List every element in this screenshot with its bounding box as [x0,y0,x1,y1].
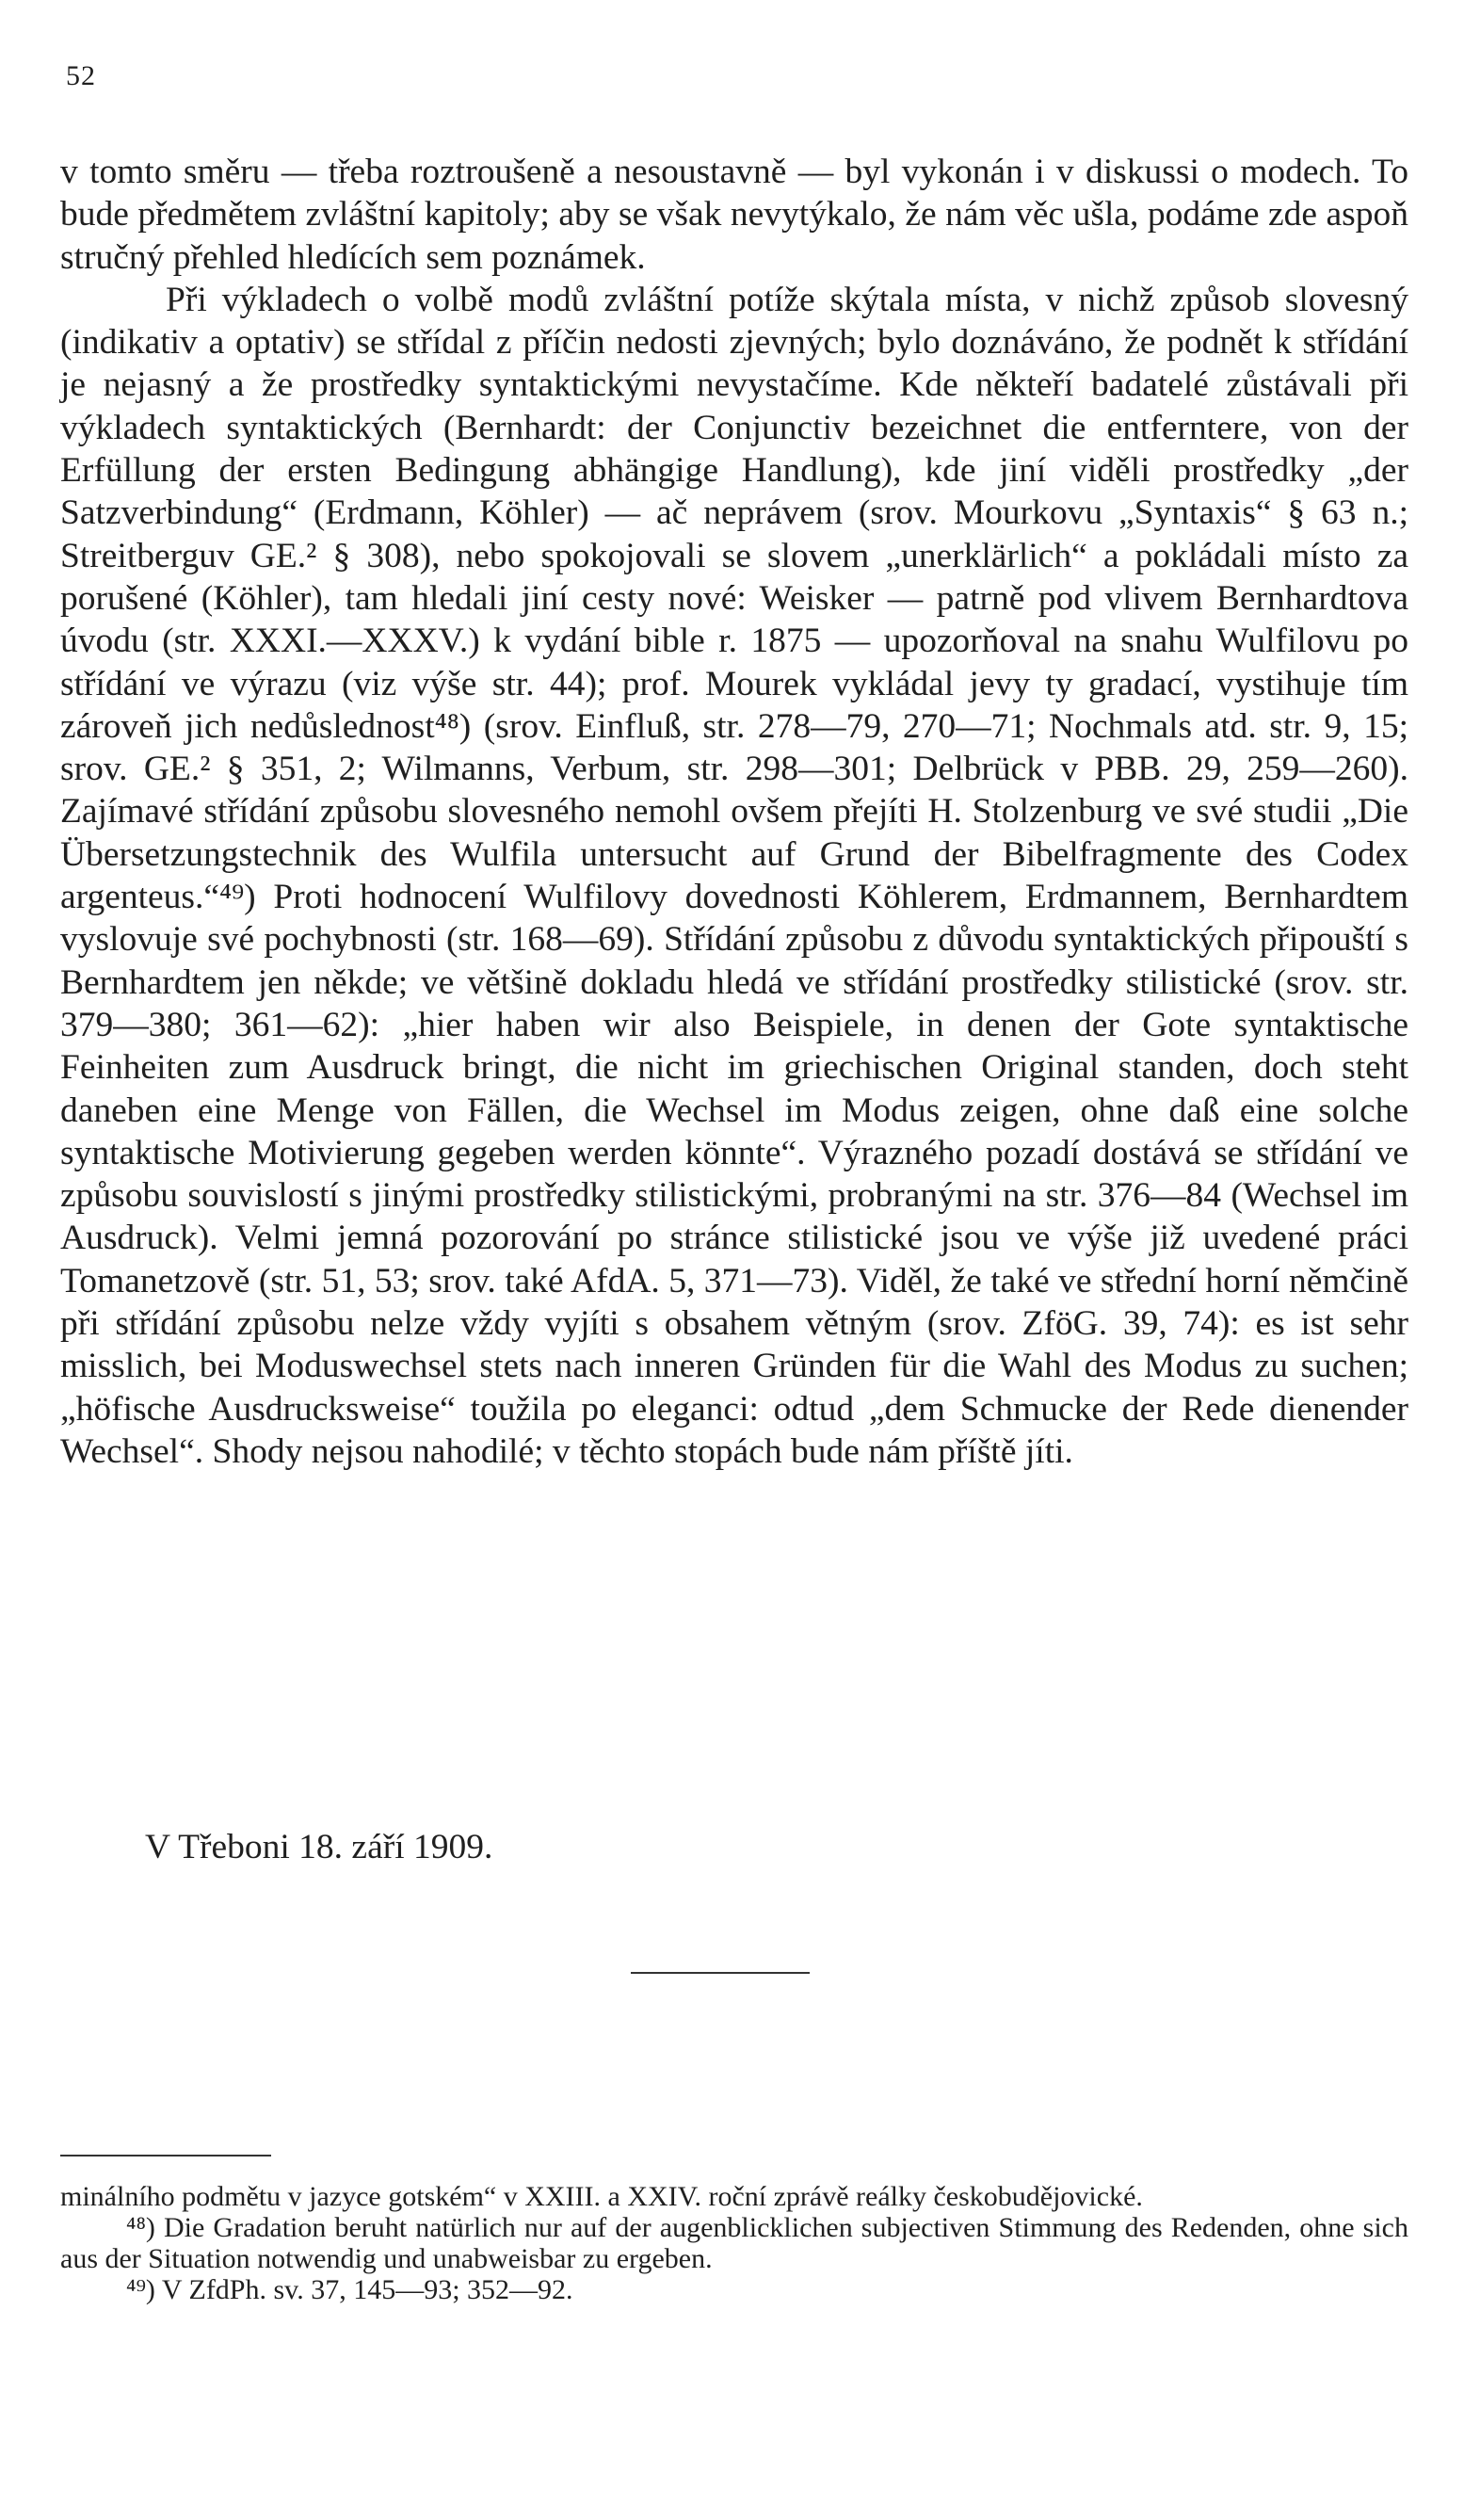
footnote-49: ⁴⁹) V ZfdPh. sv. 37, 145—93; 352—92. [126,2274,573,2305]
footnotes [60,2181,1408,2305]
footnote-divider [60,2155,271,2157]
footnote-continuation: minálního podmětu v jazyce gotském“ v XXIII. a XXIV. roční zprávě reálky českobudějovické. [60,2181,1143,2212]
paragraph: Při výkladech o volbě modů zvláštní potíže skýtala místa, v nichž způsob slovesný (indikativ a optativ) se střídal z příčin nedosti zjevných; bylo doznáváno, že podnět k střídání je nejasný a že prostředky syntaktickými nevystačíme. Kde někteří badatelé zůstávali při výkladech syntaktických (Bernhardt: der Conjunctiv bezeichnet die entferntere, von der Erfüllung der ersten Bedingung abhängige Handlung), kde jiní viděli prostředky „der Satzverbindung“ (Erdmann, Köhler) — ač neprávem (srov. Mourkovu „Syntaxis“ § 63 n.; Streitberguv GE.² § 308), nebo spokojovali se slovem „unerklärlich“ a pokládali místo za porušené (Köhler), tam hledali jiní cesty nové: Weisker — patrně pod vlivem Bernhardtova úvodu (str. XXXI.—XXXV.) k vydání bible r. 1875 — upozorňoval na snahu Wulfilovu po střídání ve výrazu (viz výše str. 44); prof. Mourek vykládal jevy ty gradací, vystihuje tím zároveň jich nedůslednost⁴⁸) (srov. Einfluß, str. 278—79, 270—71; Nochmals atd. str. 9, 15; srov. GE.² § 351, 2; Wilmanns, Verbum, str. 298—301; Delbrück v PBB. 29, 259—260). Zajímavé střídání způsobu slovesného nemohl ovšem přejíti H. Stolzenburg ve své studii „Die Übersetzungstechnik des Wulfila untersucht auf Grund der Bibelfragmente des Codex argenteus.“⁴⁹) Proti hodnocení Wulfilovy dovednosti Köhlerem, Erdmannem, Bernhardtem vyslovuje své pochybnosti (str. 168—69). Střídání způsobu z důvodu syntaktických připouští s Bernhardtem jen někde; ve většině dokladu hledá ve střídání prostředky stilistické (srov. str. 379—380; 361—62): „hier haben wir also Beispiele, in denen der Gote syntaktische Feinheiten zum Ausdruck bringt, die nicht im griechischen Original standen, doch steht daneben eine Menge von Fällen, die Wechsel im Modus zeigen, ohne daß eine solche syntaktische Motivierung gegeben werden könnte“. Výrazného pozadí dostává se střídání ve způsobu souvislostí s jinými prostředky stilistickými, probranými na str. 376—84 (Wechsel im Ausdruck). Velmi jemná pozorování po stránce stilistické jsou ve výše již uvedené práci Tomanetzově (str. 51, 53; srov. také AfdA. 5, 371—73). Viděl, že také ve střední horní němčině při střídání způsobu nelze vždy vyjíti s obsahem větným (srov. ZföG. 39, 74): es ist sehr misslich, bei Moduswechsel stets nach inneren Gründen für die Wahl des Modus zu suchen; „höfische Ausdrucksweise“ toužila po eleganci: odtud „dem Schmucke der Rede dienender Wechsel“. Shody nejsou nahodilé; v těchto stopách bude nám příště jíti. [60,280,1408,1471]
paragraph: v tomto směru — třeba roztroušeně a nesoustavně — byl vykonán i v diskussi o modech. To bude předmětem zvláštní kapitoly; aby se však nevytýkalo, že nám věc ušla, podáme zde aspoň stručný přehled hledících sem poznámek. [60,153,1408,277]
footnote-48: ⁴⁸) Die Gradation beruht natürlich nur auf der augenblicklichen subjectiven Stimmung des Redenden, ohne sich aus der Situation notwendig und unabweisbar zu ergeben. [60,2212,1408,2274]
page-number: 52 [66,60,96,91]
place-date-signoff: V Třeboni 18. září 1909. [145,1828,493,1866]
section-divider [631,1972,810,1974]
main-text [60,151,1408,1473]
